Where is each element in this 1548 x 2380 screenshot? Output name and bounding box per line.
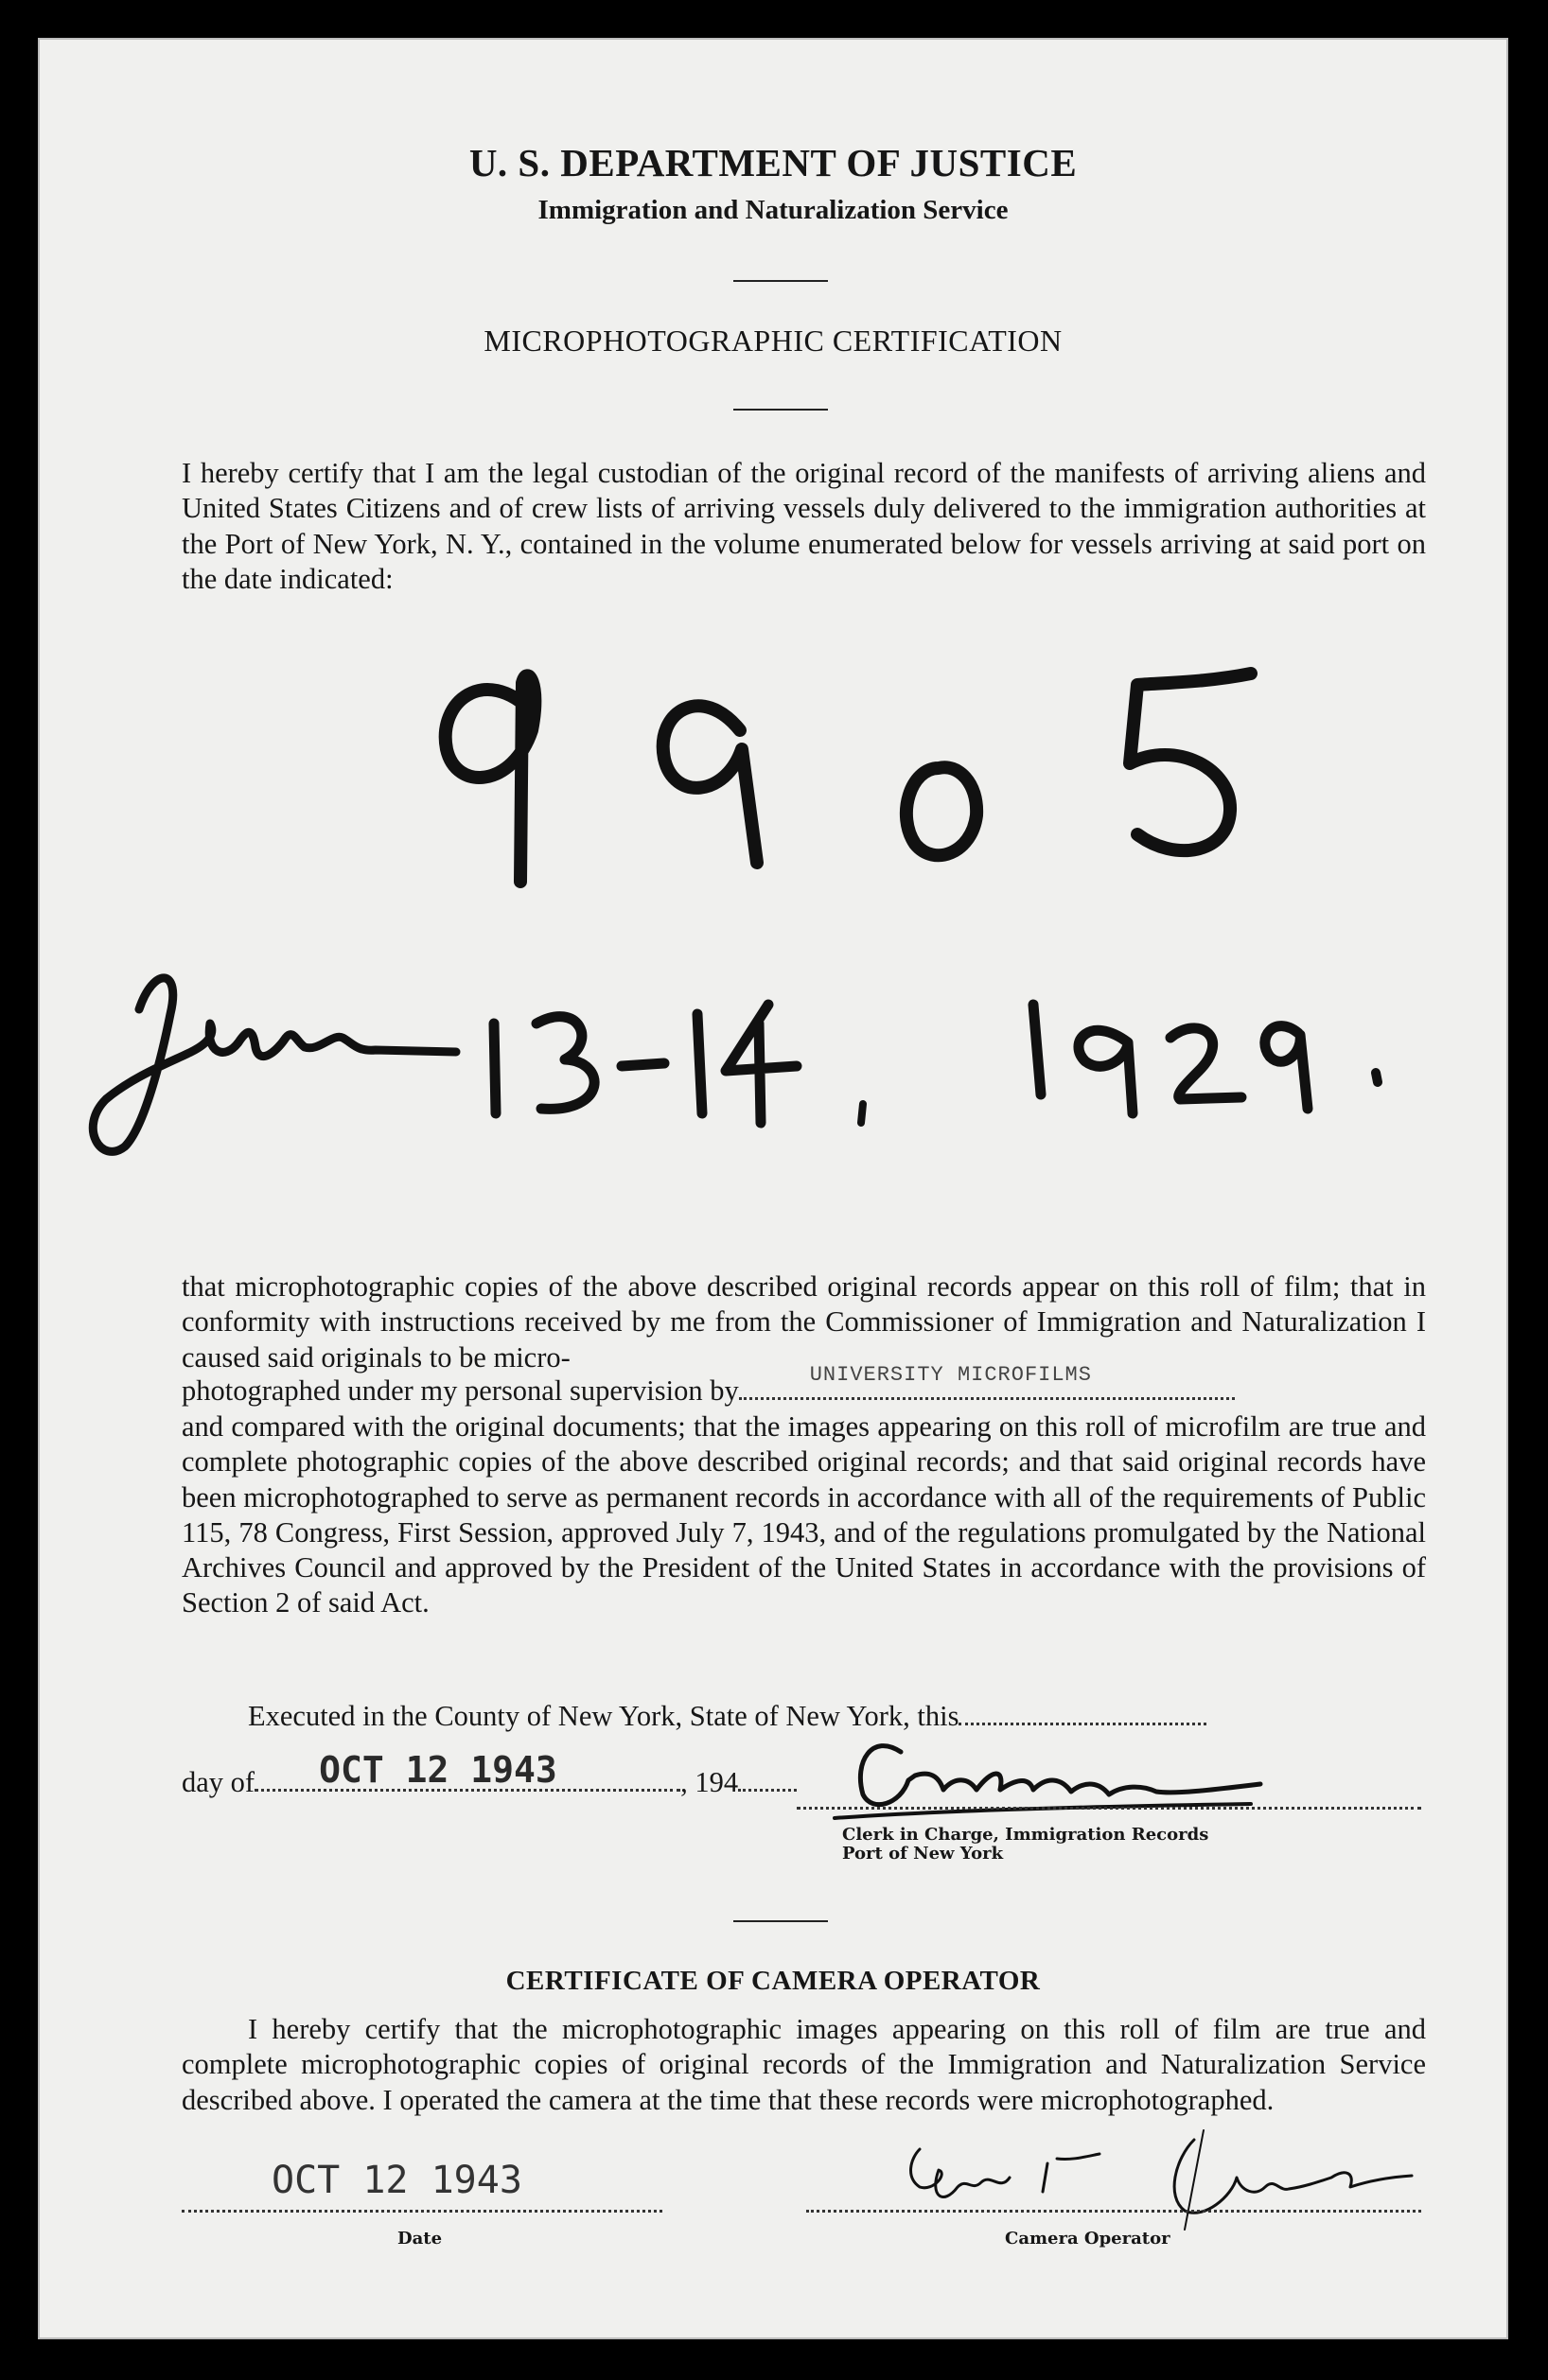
photographed-by-label: photographed under my personal supervision by [182,1374,739,1407]
service-subheading: Immigration and Naturalization Service [537,195,1009,225]
photographed-by-line [182,1363,1426,1408]
operator-date-stamp: OCT 12 1943 [272,2159,522,2202]
camera-operator-line [806,2208,1421,2213]
certificate-page [38,38,1508,2339]
executed-day-field [959,1704,1206,1725]
copies-paragraph-end: and compared with the original documents; that the images appearing on this roll of microfilm are true and complete photographic copies of the above described original records; and that said original records have been microphotographed to serve as permanent records in accordance with all of the requirements of Public 115, 78 Congress, First Session, approved July 7, 1943, and of the regulations promulgated by the National Archives Council and approved by the President of the United States in accordance with the provisions of Section 2 of said Act. [182,1410,1426,1619]
year-suffix: , 194 [680,1766,739,1798]
divider [733,409,828,411]
date-label: Date [397,2229,443,2249]
clerk-signature-image [797,1724,1364,1828]
day-of-label: day of [182,1766,255,1798]
divider [733,280,828,282]
handwritten-date-range [49,910,1487,1175]
date-stamp: OCT 12 1943 [319,1749,557,1791]
executed-label: Executed in the County of New York, State of New York, this [248,1700,959,1732]
date-line [182,2208,662,2213]
clerk-signature-line [797,1805,1421,1810]
camera-operator-heading: CERTIFICATE OF CAMERA OPERATOR [505,1966,1041,1996]
clerk-title-line1: Clerk in Charge, Immigration Records [842,1825,1209,1845]
year-field [738,1770,797,1792]
divider [733,1920,828,1922]
form-title: MICROPHOTOGRAPHIC CERTIFICATION [484,324,1063,358]
clerk-title-line2: Port of New York [842,1844,1004,1864]
day-of-line [182,1749,863,1799]
photographer-name: UNIVERSITY MICROFILMS [809,1363,1092,1387]
clerk-title [842,1826,1208,1864]
department-heading: U. S. DEPARTMENT OF JUSTICE [468,141,1078,184]
camera-operator-paragraph: I hereby certify that the microphotographic images appearing on this roll of film are true and complete microphotographic copies of original records of the Immigration and Naturalization Service described above. I operated the camera at the time that these records were microphotographed. [182,2013,1426,2116]
photographer-field [739,1363,1235,1400]
handwritten-volume-number [399,626,1298,910]
copies-paragraph-start: that microphotographic copies of the above described original records appear on this roll of film; that in conformity with instructions received by me from the Commissioner of Immigration and Naturalization I caused said originals to be micro- [182,1270,1426,1374]
day-of-field [255,1749,680,1792]
custodian-paragraph: I hereby certify that I am the legal custodian of the original record of the manifests of arriving aliens and United States Citizens and of crew lists of arriving vessels duly delivered to the immigration authorities at the Port of New York, N. Y., contained in the volume enumerated below for vessels arriving at said port on the date indicated: [182,457,1426,595]
camera-operator-label: Camera Operator [1005,2229,1170,2249]
camera-operator-signature-image [882,2121,1450,2234]
